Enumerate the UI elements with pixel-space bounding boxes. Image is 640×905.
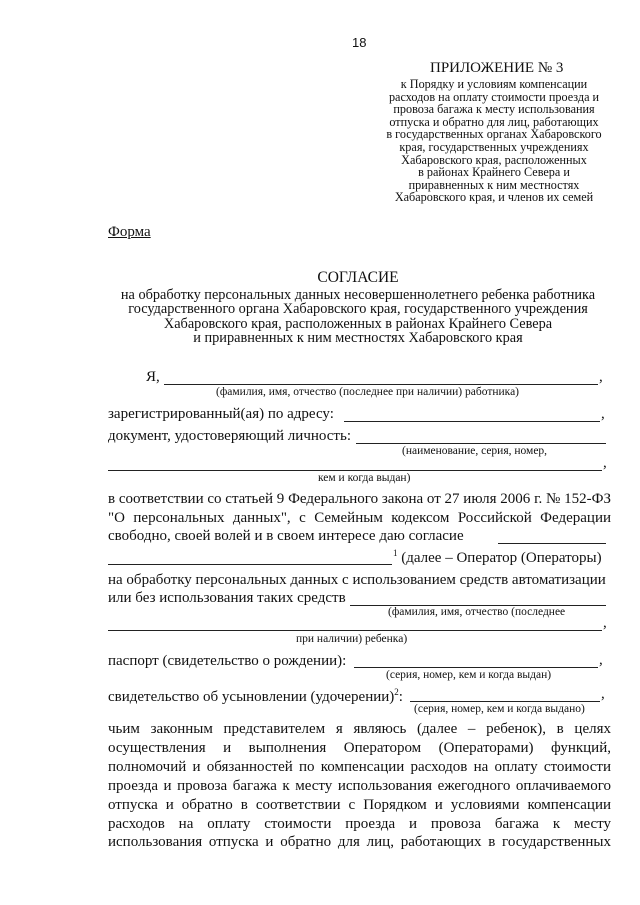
document-label: документ, удостоверяющий личность: [108,428,351,444]
appendix-line: Хабаровского края, и членов их семей [394,190,594,205]
body-line: расходов на оплату стоимости проезда и провоза багажа к месту [108,815,611,832]
page-number: 18 [352,35,367,50]
body-paragraph [108,720,611,852]
adoption-comma: , [601,686,605,702]
law-line: в соответствии со статьей 9 Федерального закона от 27 июля 2006 г. № 152-ФЗ [108,491,611,507]
consent-title: СОГЛАСИЕ [317,269,399,286]
appendix-line: приравненных к ним местностях [408,177,580,192]
operator-text-label: (далее – Оператор (Операторы) [397,550,602,566]
law-paragraph [108,490,611,528]
adoption-label [108,687,403,706]
consent-subtitle [100,288,616,345]
consent-subtitle-line: Хабаровского края, расположенных в районах Крайнего Севера [163,315,553,332]
law-line: "О персональных данных", с Семейным кодексом Российской Федерации [108,509,611,526]
passport-caption: (серия, номер, кем и когда выдан) [386,669,552,681]
issued-comma: , [603,455,607,471]
appendix-line: расходов на оплату стоимости проезда и [388,89,600,104]
body-line: чьим законным представителем я являюсь (далее – ребенок), в целях [108,721,611,737]
passport-comma: , [599,652,603,668]
appendix-line: края, государственных учреждениях [399,139,589,154]
address-comma: , [601,406,605,422]
document-caption: (наименование, серия, номер, [402,445,548,457]
footnote-2-mark: 2 [394,687,399,697]
issued-caption: кем и когда выдан) [318,472,411,484]
child-caption-2: при наличии) ребенка) [296,633,408,645]
body-line: осуществления и выполнения Оператором (Операторами) функций, [108,739,611,756]
document-field[interactable] [356,443,606,444]
law-line: свободно, своей волей и в своем интересе даю согласие [108,528,464,544]
body-line: отпуска и обратно в соответствии с Порядком и условиями компенсации [108,796,611,813]
appendix-line: отпуска и обратно для лиц, работающих [389,114,599,129]
processing-line: на обработку персональных данных с использованием средств автоматизации [108,572,606,588]
form-label: Форма [108,224,151,240]
ya-label: Я, [146,369,160,385]
child-comma: , [603,615,607,631]
operator-text [393,548,602,567]
appendix-line: провоза багажа к месту использования [393,102,595,117]
consent-subtitle-line: на обработку персональных данных несовершеннолетнего ребенка работника [120,287,596,303]
employee-name-caption: (фамилия, имя, отчество (последнее при наличии) работника) [216,386,519,398]
appendix-subtitle [368,78,620,204]
appendix-line: в государственных органах Хабаровского [386,127,602,142]
registered-label: зарегистрированный(ая) по адресу: [108,406,334,422]
consent-subtitle-line: государственного органа Хабаровского края, государственного учреждения [128,301,588,318]
address-field[interactable] [344,421,600,422]
child-name-field-2[interactable] [108,630,602,631]
passport-field[interactable] [354,667,598,668]
without-auto-label: или без использования таких средств [108,590,346,606]
consent-subtitle-line: и приравненных к ним местностях Хабаровского края [193,329,523,346]
operator-field-b[interactable] [108,564,392,565]
body-line: использования отпуска и обратно для лиц, работающих в государственных [108,834,611,851]
appendix-line: в районах Крайнего Севера и [418,165,570,180]
adoption-label-text: свидетельство об усыновлении (удочерении) [108,689,395,705]
footnote-1-mark: 1 [393,548,398,558]
adoption-caption: (серия, номер, кем и когда выдано) [414,703,585,715]
appendix-line: Хабаровского края, расположенных [401,152,587,167]
employee-name-field[interactable] [164,384,598,385]
child-caption-1: (фамилия, имя, отчество (последнее [388,606,566,618]
operator-field-a[interactable] [498,543,606,544]
adoption-field[interactable] [410,701,600,702]
body-line: проезда и провоза багажа к месту использования ежегодного оплачиваемого [108,777,611,794]
passport-label: паспорт (свидетельство о рождении): [108,653,347,669]
appendix-line: к Порядку и условиям компенсации [400,77,588,91]
document-issued-field[interactable] [108,470,602,471]
ya-comma: , [599,369,603,385]
appendix-title: ПРИЛОЖЕНИЕ № 3 [430,60,564,76]
body-line: полномочий и обязанностей по компенсации расходов на оплату стоимости [108,758,611,775]
adoption-colon: : [398,689,403,705]
